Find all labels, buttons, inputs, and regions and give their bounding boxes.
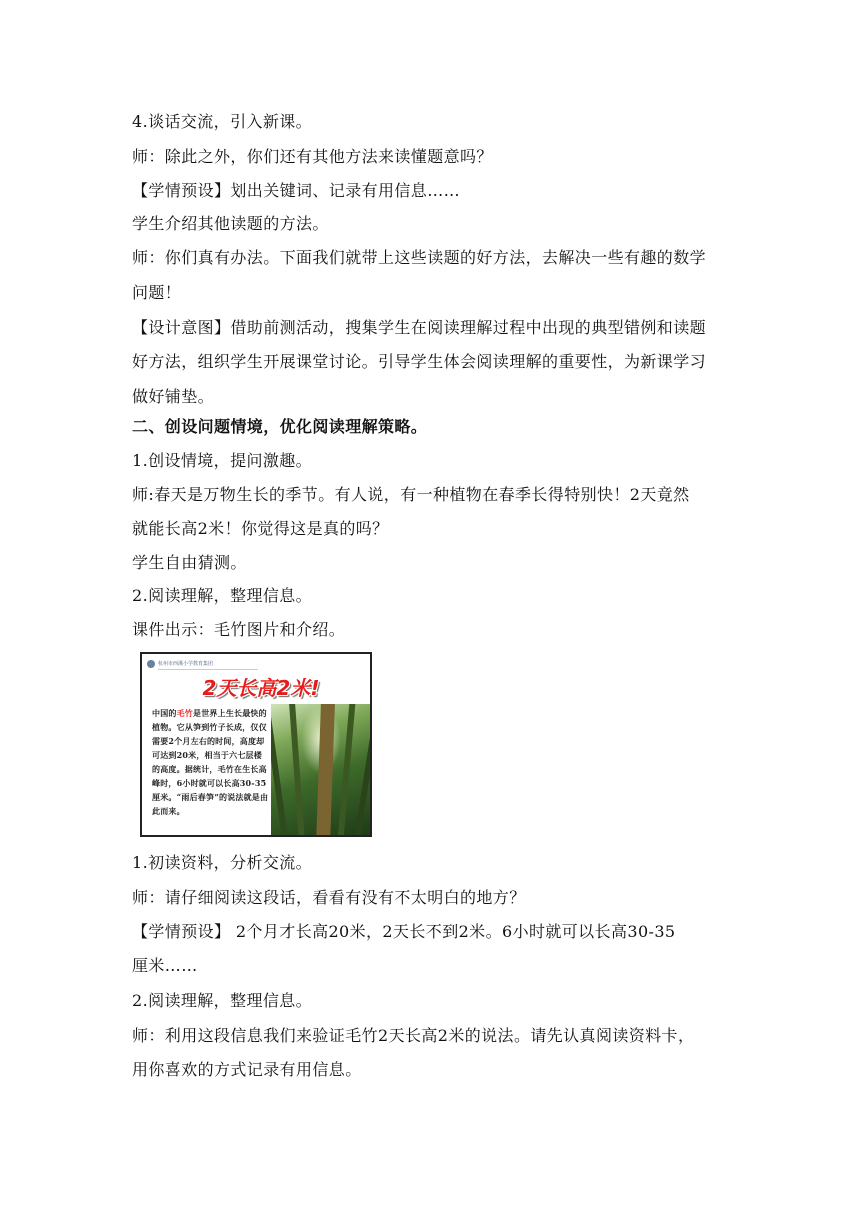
slide-text: 中国的毛竹是世界上生长最快的植物。它从笋到竹子长成，仅仅需要2个月左右的时间，高度却可达到20米，相当于六七层楼的高度。据统计，毛竹在生长高峰时，6小时就可以长高30-35厘米。“雨后春笋”的说法就是由此而来。 — [152, 708, 269, 816]
text-line: 好方法，组织学生开展课堂讨论。引导学生体会阅读理解的重要性，为新课学习 — [132, 352, 707, 371]
section-heading: 二、创设问题情境，优化阅读理解策略。 — [132, 417, 428, 436]
text-line: 问题！ — [132, 283, 182, 302]
bamboo-slide-image — [140, 652, 372, 837]
text-line: 【设计意图】借助前测活动，搜集学生在阅读理解过程中出现的典型错例和读题 — [132, 318, 707, 337]
text-line: 师：除此之外，你们还有其他方法来读懂题意吗？ — [132, 147, 493, 166]
text-line: 1.初读资料，分析交流。 — [132, 853, 313, 872]
text-line: 1.创设情境，提问激趣。 — [132, 451, 313, 470]
text-line: 师：你们真有办法。下面我们就带上这些读题的好方法，去解决一些有趣的数学 — [132, 248, 707, 267]
text-line: 2.阅读理解，整理信息。 — [132, 586, 313, 605]
text-line: 【学情预设】划出关键词、记录有用信息…… — [132, 181, 461, 200]
text-line: 2.阅读理解，整理信息。 — [132, 991, 313, 1010]
text-line: 师：利用这段信息我们来验证毛竹2天长高2米的说法。请先认真阅读资料卡， — [132, 1026, 695, 1045]
bamboo-photo — [271, 704, 371, 835]
highlight-maozhu: 毛竹 — [176, 708, 194, 718]
school-logo-icon — [147, 660, 155, 668]
text-line: 师：请仔细阅读这段话，看看有没有不太明白的地方？ — [132, 888, 526, 907]
slide-title: 2天长高2米! — [202, 676, 320, 700]
text-line: 用你喜欢的方式记录有用信息。 — [132, 1060, 362, 1079]
text-line: 课件出示：毛竹图片和介绍。 — [132, 620, 346, 639]
text-line: 【学情预设】 2个月才长高20米，2天长不到2米。6小时就可以长高30-35 — [132, 922, 676, 941]
text-line: 厘米…… — [132, 956, 198, 975]
text-line: 学生自由猜测。 — [132, 553, 247, 572]
text-line: 师:春天是万物生长的季节。有人说，有一种植物在春季长得特别快！2天竟然 — [132, 485, 690, 504]
text-line: 做好铺垫。 — [132, 387, 215, 406]
text-line: 学生介绍其他读题的方法。 — [132, 214, 329, 233]
text-line: 就能长高2米！你觉得这是真的吗？ — [132, 519, 389, 538]
text-line: 4.谈话交流，引入新课。 — [132, 112, 313, 131]
slide-header: 杭州市西溪小学教育集团 — [158, 659, 258, 670]
